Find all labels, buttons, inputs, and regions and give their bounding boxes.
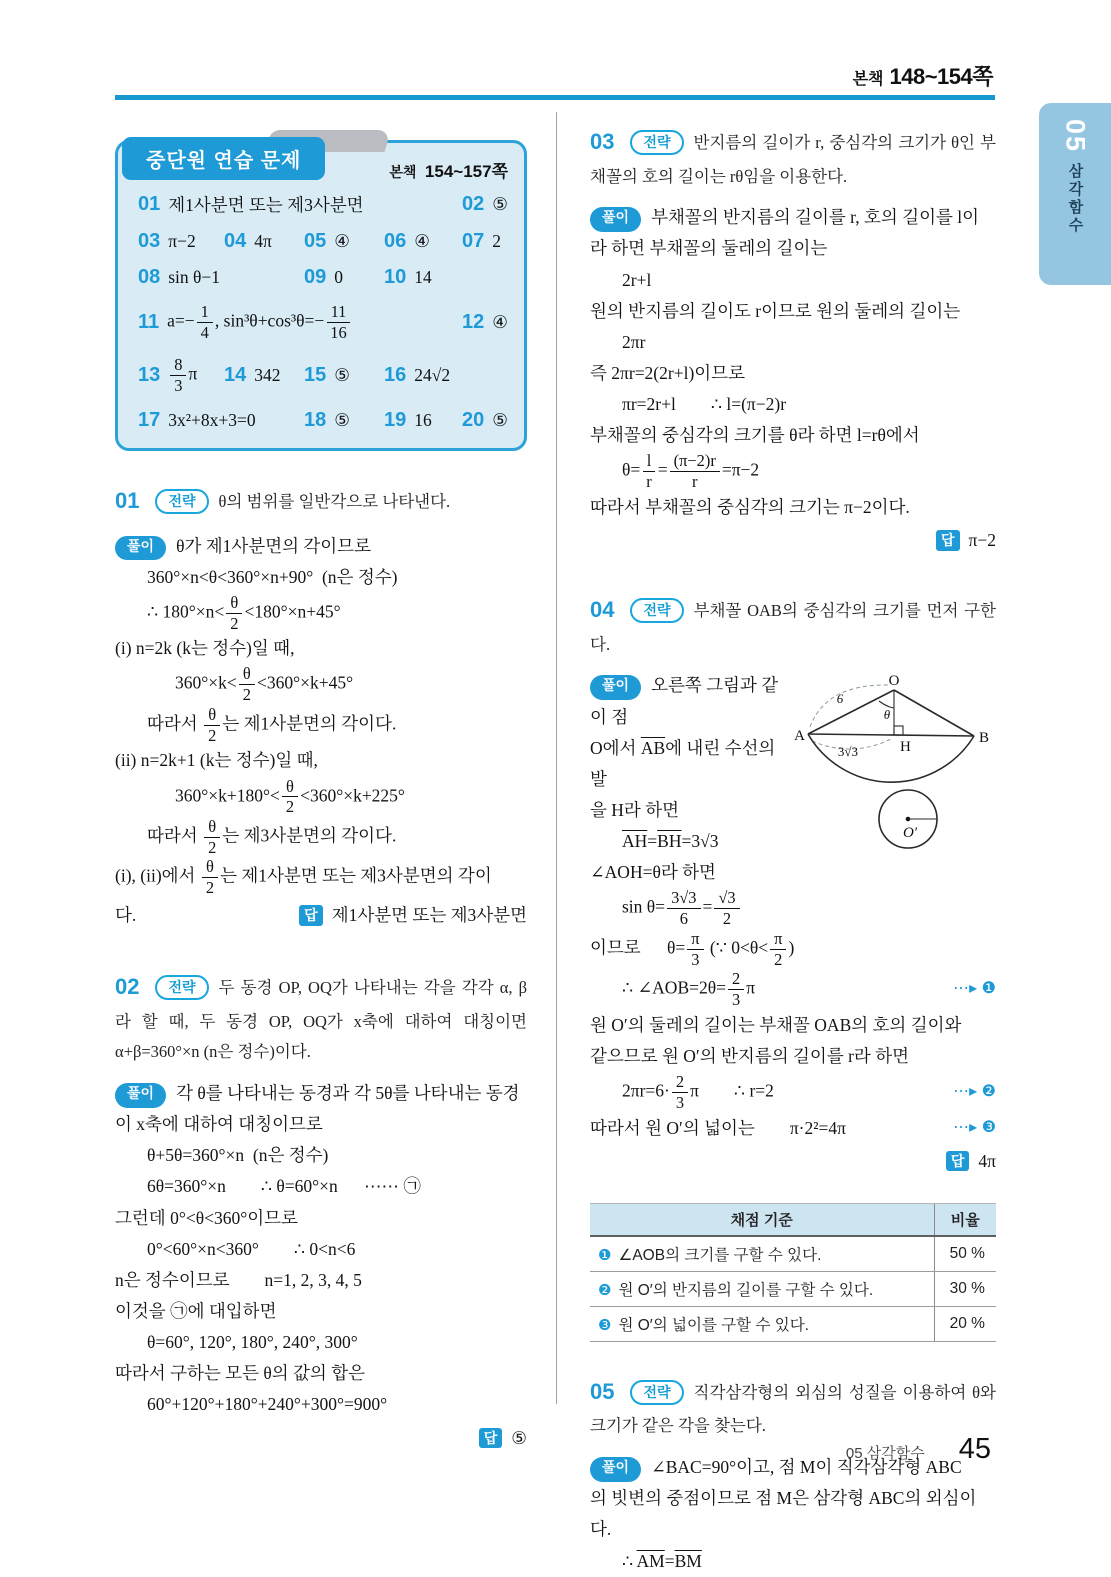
answer-box-ref-pages: 154~157쪽 <box>424 162 508 181</box>
answer-number: 07 <box>462 230 485 252</box>
rubric-header-ratio: 비율 <box>934 1203 996 1236</box>
rubric-header-row <box>590 1203 996 1236</box>
solution-text: 다. <box>115 904 137 925</box>
solution-pill: 풀이 <box>115 1083 166 1108</box>
answer-value: 342 <box>254 365 281 386</box>
answer-number: 08 <box>138 266 161 288</box>
problem-04 <box>590 590 996 1177</box>
figure-radius-dimension-arc <box>810 685 888 727</box>
answer-value: 0 <box>334 267 343 287</box>
footer-chapter: 05 삼각함수 <box>845 1445 925 1462</box>
answer-value: ④ <box>334 231 350 251</box>
solution-text: 부채꼴의 반지름의 길이를 r, 호의 길이를 l이 <box>651 207 980 228</box>
answer-item-16 <box>384 364 508 387</box>
solution-line: ∠AOH=θ라 하면 <box>590 862 716 883</box>
problem-01 <box>115 481 527 931</box>
answer-number: 05 <box>304 230 327 252</box>
rubric-table <box>590 1203 996 1342</box>
step-mark-2: ⋯▸ ❷ <box>953 1083 996 1101</box>
answer-number: 09 <box>304 266 327 288</box>
column-divider <box>556 112 557 1404</box>
figure-label-O-prime: O′ <box>902 825 918 842</box>
rubric-text-3: 원 O′의 넓이를 구할 수 있다. <box>618 1316 809 1334</box>
figure-chord-AB <box>808 734 974 736</box>
figure-label-O: O <box>888 673 900 690</box>
answer-number: 15 <box>304 364 327 387</box>
solution-line <box>115 1078 527 1109</box>
answer-value: 16 <box>414 409 432 430</box>
strategy-pill: 전략 <box>155 489 208 514</box>
solution-line: (ii) n=2k+1 (k는 정수)일 때, <box>115 750 318 771</box>
formula-text: ∴ ∠AOB=2θ= $\frac{2}{3}$ π <box>622 969 756 1010</box>
formula-line: 360°×k+180°< $\frac{\theta}{2}$ <360°×k+225° <box>175 776 405 817</box>
rubric-row-2 <box>590 1271 996 1306</box>
answer-item-06 <box>384 230 462 253</box>
rubric-mark-3: ❸ <box>598 1316 612 1334</box>
rubric-text-1: ∠AOB의 크기를 구할 수 있다. <box>618 1246 822 1264</box>
solution-line: O에서 $\overline{AB}$에 내린 수선의 발 <box>590 737 780 789</box>
answer-number: 18 <box>304 408 327 431</box>
answer-value: ⑤ <box>334 365 350 386</box>
answer-box <box>115 140 527 451</box>
formula-line: 60°+120°+180°+240°+300°=900° <box>147 1394 388 1415</box>
formula-line: θ+5θ=360°×n (n은 정수) <box>147 1145 329 1166</box>
figure-sector-diagram <box>794 672 996 878</box>
solution-text: 따라서 원 O′의 넓이는 π·2²=4π <box>590 1117 846 1138</box>
problem-05-solution <box>590 1452 996 1577</box>
rubric-row-3 <box>590 1306 996 1341</box>
answer-item-04 <box>224 230 304 253</box>
problem-04-solution <box>590 670 996 1176</box>
strategy-pill: 전략 <box>155 975 208 1000</box>
strategy-text: 직각삼각형의 외심의 성질을 이용하여 θ와 크기가 같은 각을 찾는다. <box>590 1382 996 1436</box>
figure-label-3-sqrt-3: 3√3 <box>837 744 859 760</box>
problem-02-solution <box>115 1078 527 1454</box>
answer-item-17 <box>138 409 304 432</box>
answer-number: 19 <box>384 408 407 431</box>
answer-item-20 <box>462 409 508 432</box>
solution-line <box>590 202 996 233</box>
strategy-text: θ의 범위를 일반각으로 나타낸다. <box>218 491 451 511</box>
answer-grid <box>138 192 508 432</box>
solution-line <box>590 1452 996 1483</box>
answer-number: 04 <box>224 230 247 252</box>
solution-pill: 풀이 <box>590 1457 641 1482</box>
formula-line: 2πr <box>622 331 646 352</box>
formula-text: 2πr=6· $\frac{2}{3}$ π ∴ r=2 <box>622 1072 774 1112</box>
answer-badge: 답 <box>946 1151 970 1171</box>
solution-line: 따라서 $\frac{\theta}{2}$ 는 제1사분면의 각이다. <box>147 704 397 745</box>
formula-line: 360°×k< $\frac{\theta}{2}$ <360°×k+45° <box>175 664 354 705</box>
problem-number: 01 <box>115 487 140 513</box>
strategy-pill: 전략 <box>630 1380 683 1405</box>
solution-pill: 풀이 <box>115 536 166 561</box>
solution-line: (i), (ii)에서 $\frac{\theta}{2}$ 는 제1사분면 또는 제3사분면의 각이 <box>115 857 492 898</box>
solution-line: 부채꼴의 중심각의 크기를 θ라 하면 l=rθ에서 <box>590 425 920 446</box>
formula-line: θ=60°, 120°, 180°, 240°, 300° <box>147 1332 358 1353</box>
answer-value: ④ <box>492 311 508 332</box>
answer-badge: 답 <box>299 905 323 925</box>
answer-text: ⑤ <box>511 1427 527 1448</box>
problem-05 <box>590 1372 996 1577</box>
solution-text: 오른쪽 그림과 같이 점 <box>590 675 779 727</box>
figure-radius-OA <box>808 690 894 734</box>
answer-value: ⑤ <box>492 409 508 430</box>
right-column <box>590 122 996 1577</box>
header-rule <box>115 95 995 100</box>
solution-line: 의 빗변의 중점이므로 점 M은 삼각형 ABC의 외심이 <box>590 1488 977 1509</box>
solution-line: 이 x축에 대하여 대칭이므로 <box>115 1114 323 1135</box>
answer-number: 14 <box>224 364 247 387</box>
problem-05-head <box>590 1372 996 1442</box>
answer-box-title: 중단원 연습 문제 <box>122 137 325 180</box>
answer-value: ⑤ <box>492 194 508 214</box>
strategy-text: 두 동경 OP, OQ가 나타내는 각을 각각 α, β라 할 때, 두 동경 OP, OQ가 x축에 대하여 대칭이면 α+β=360°×n (n은 정수)이다. <box>115 978 527 1062</box>
answer-value: 4π <box>254 231 272 251</box>
answer-line <box>590 1146 996 1177</box>
formula-line: $\overline{AH}=\overline{BH}=3√3$ <box>622 831 719 852</box>
answer-value: ④ <box>414 231 430 251</box>
formula-line: 2r+l <box>622 269 652 290</box>
answer-item-09 <box>304 266 384 289</box>
answer-number: 03 <box>138 230 161 252</box>
strategy-text: 부채꼴 OAB의 중심각의 크기를 먼저 구한다. <box>590 601 996 654</box>
answer-value: 14 <box>414 267 432 287</box>
figure-label-B: B <box>979 730 990 747</box>
formula-line: θ= $\frac{l}{r}$ = $\frac{(\pi-2)r}{r}$ =π−2 <box>622 451 760 492</box>
formula-line: 0°<60°×n<360° ∴ 0<n<6 <box>147 1238 356 1259</box>
answer-number: 11 <box>138 310 160 333</box>
problem-04-head <box>590 590 996 660</box>
answer-value: 3x²+8x+3=0 <box>168 409 256 430</box>
answer-item-15 <box>304 364 384 387</box>
solution-line <box>590 1113 996 1144</box>
answer-box-ref-label: 본책 <box>389 164 417 180</box>
problem-number: 05 <box>590 1378 615 1404</box>
figure-label-H: H <box>900 739 911 756</box>
answer-item-13 <box>138 355 224 395</box>
header-book-ref <box>853 60 993 91</box>
answer-value: π−2 <box>168 231 196 251</box>
solution-line: 같으므로 원 O′의 반지름의 길이를 r라 하면 <box>590 1045 910 1066</box>
footer-page-number: 45 <box>958 1433 991 1465</box>
answer-value: ⑤ <box>334 409 350 430</box>
figure-label-A: A <box>794 728 805 745</box>
header-page-range: 148~154쪽 <box>889 64 993 89</box>
solution-line: 원의 반지름의 길이도 r이므로 원의 둘레의 길이는 <box>590 300 961 321</box>
solution-text: θ가 제1사분면의 각이므로 <box>176 535 371 556</box>
solution-text: 각 θ를 나타내는 동경과 각 5θ를 나타내는 동경 <box>176 1083 520 1104</box>
solution-line: 다. <box>590 1519 612 1540</box>
problem-03-solution <box>590 202 996 556</box>
figure-label-radius-6: 6 <box>836 691 844 707</box>
answer-text: π−2 <box>968 530 996 551</box>
answer-number: 20 <box>462 408 485 431</box>
problem-number: 02 <box>115 974 140 1000</box>
solution-line: 이것을 ㉠에 대입하면 <box>115 1301 277 1321</box>
solution-line: 따라서 $\frac{\theta}{2}$ 는 제3사분면의 각이다. <box>147 816 397 857</box>
answer-number: 16 <box>384 364 407 387</box>
answer-item-01 <box>138 192 462 217</box>
solution-line: 따라서 부채꼴의 중심각의 크기는 π−2이다. <box>590 496 910 517</box>
solution-line: n은 정수이므로 n=1, 2, 3, 4, 5 <box>115 1269 362 1290</box>
rubric-ratio-1: 50 % <box>934 1236 996 1272</box>
solution-line: 즉 2πr=2(2r+l)이므로 <box>590 362 745 383</box>
formula-line <box>590 969 996 1009</box>
problem-03 <box>590 122 996 556</box>
figure-sector-arc <box>808 734 974 782</box>
answer-line <box>590 525 996 556</box>
answer-line <box>299 900 527 931</box>
formula-line: πr=2r+l ∴ l=(π−2)r <box>622 394 787 415</box>
solution-line: 을 H라 하면 <box>590 800 680 820</box>
answer-item-08 <box>138 266 304 289</box>
figure-right-angle-mark <box>894 726 903 735</box>
answer-item-18 <box>304 409 384 432</box>
answer-text: 제1사분면 또는 제3사분면 <box>331 904 527 925</box>
answer-value: $\frac{8}{3}$ π <box>168 355 197 395</box>
formula-line: 6θ=360°×n ∴ θ=60°×n ⋯⋯ ㉠ <box>147 1176 421 1197</box>
strategy-text: 반지름의 길이가 r, 중심각의 크기가 θ인 부채꼴의 호의 길이는 rθ임을 이용한다. <box>590 133 996 186</box>
formula-line: 360°×n<θ<360°×n+90° (n은 정수) <box>147 566 398 587</box>
strategy-pill: 전략 <box>630 598 683 623</box>
formula-line: ∴ 180°×n< $\frac{\theta}{2}$ <180°×n+45° <box>147 592 341 633</box>
answer-text: 4π <box>978 1150 996 1171</box>
formula-line <box>590 1072 996 1112</box>
rubric-ratio-2: 30 % <box>934 1271 996 1306</box>
answer-number: 13 <box>138 364 161 387</box>
rubric-header-criteria: 채점 기준 <box>590 1203 934 1236</box>
problem-03-head <box>590 122 996 192</box>
answer-item-03 <box>138 230 224 253</box>
problem-01-solution <box>115 531 527 932</box>
solution-pill: 풀이 <box>590 207 641 232</box>
problem-02 <box>115 967 527 1454</box>
problem-01-head <box>115 481 527 521</box>
answer-item-05 <box>304 230 384 253</box>
strategy-pill: 전략 <box>630 130 683 155</box>
rubric-row-1 <box>590 1236 996 1272</box>
formula-line: sin θ= $\frac{3√3}{6}$ = $\frac{√3}{2}$ <box>590 888 996 928</box>
chapter-side-tab <box>1039 103 1111 285</box>
solution-line: 라 하면 부채꼴의 둘레의 길이는 <box>590 238 828 259</box>
answer-item-10 <box>384 266 462 289</box>
rubric-mark-2: ❷ <box>598 1281 612 1299</box>
answer-line <box>115 1423 527 1454</box>
step-mark-3: ⋯▸ ❸ <box>953 1118 996 1136</box>
answer-value: sin θ−1 <box>168 267 221 287</box>
solution-line: (i) n=2k (k는 정수)일 때, <box>115 638 295 659</box>
problem-02-head <box>115 967 527 1068</box>
solution-line <box>115 898 527 931</box>
answer-item-12 <box>462 311 508 334</box>
problem-number: 03 <box>590 129 615 154</box>
answer-number: 12 <box>462 310 485 333</box>
chapter-tab-number: 05 <box>1060 119 1091 154</box>
answer-item-02 <box>462 193 508 216</box>
answer-badge: 답 <box>479 1428 503 1448</box>
solution-line <box>115 531 527 562</box>
answer-number: 01 <box>138 193 161 215</box>
header-book-label: 본책 <box>852 71 884 88</box>
answer-item-11 <box>138 302 462 342</box>
answer-value: 제1사분면 또는 제3사분면 <box>168 195 364 215</box>
answer-number: 02 <box>462 193 485 215</box>
step-mark-1: ⋯▸ ❶ <box>953 980 996 998</box>
figure-radius-OB <box>894 690 974 736</box>
answer-badge: 답 <box>936 530 960 550</box>
left-column <box>115 140 527 1454</box>
answer-value: a=− $\frac{1}{4}$ , sin³θ+cos³θ=− $\frac{11}{16}$ <box>167 302 353 342</box>
formula-line: ∴ $\overline{AM}=\overline{BM}$ <box>622 1550 702 1571</box>
solution-pill: 풀이 <box>590 675 641 700</box>
chapter-tab-label: 삼각함수 <box>1066 163 1084 236</box>
solution-text: ∠BAC=90°이고, 점 M이 직각삼각형 ABC <box>651 1457 962 1478</box>
answer-number: 17 <box>138 408 161 431</box>
solution-line: 그런데 0°<θ<360°이므로 <box>115 1207 298 1228</box>
answer-item-07 <box>462 230 508 253</box>
answer-number: 10 <box>384 266 407 288</box>
rubric-mark-1: ❶ <box>598 1246 612 1264</box>
answer-item-19 <box>384 409 462 432</box>
problem-number: 04 <box>590 597 615 623</box>
answer-item-14 <box>224 364 304 387</box>
answer-number: 06 <box>384 230 407 252</box>
rubric-ratio-3: 20 % <box>934 1306 996 1341</box>
solution-line: 원 O′의 둘레의 길이는 부채꼴 OAB의 호의 길이와 <box>590 1014 962 1035</box>
answer-value: 24√2 <box>414 365 451 386</box>
answer-value: 2 <box>492 231 501 251</box>
solution-line: 따라서 구하는 모든 θ의 값의 합은 <box>115 1363 366 1384</box>
solution-line: 이므로 θ= $\frac{\pi}{3}$ (∵ 0<θ< $\frac{\pi}{2}$ ) <box>590 928 795 969</box>
rubric-text-2: 원 O′의 반지름의 길이를 구할 수 있다. <box>618 1281 874 1299</box>
figure-label-theta: θ <box>883 707 891 723</box>
